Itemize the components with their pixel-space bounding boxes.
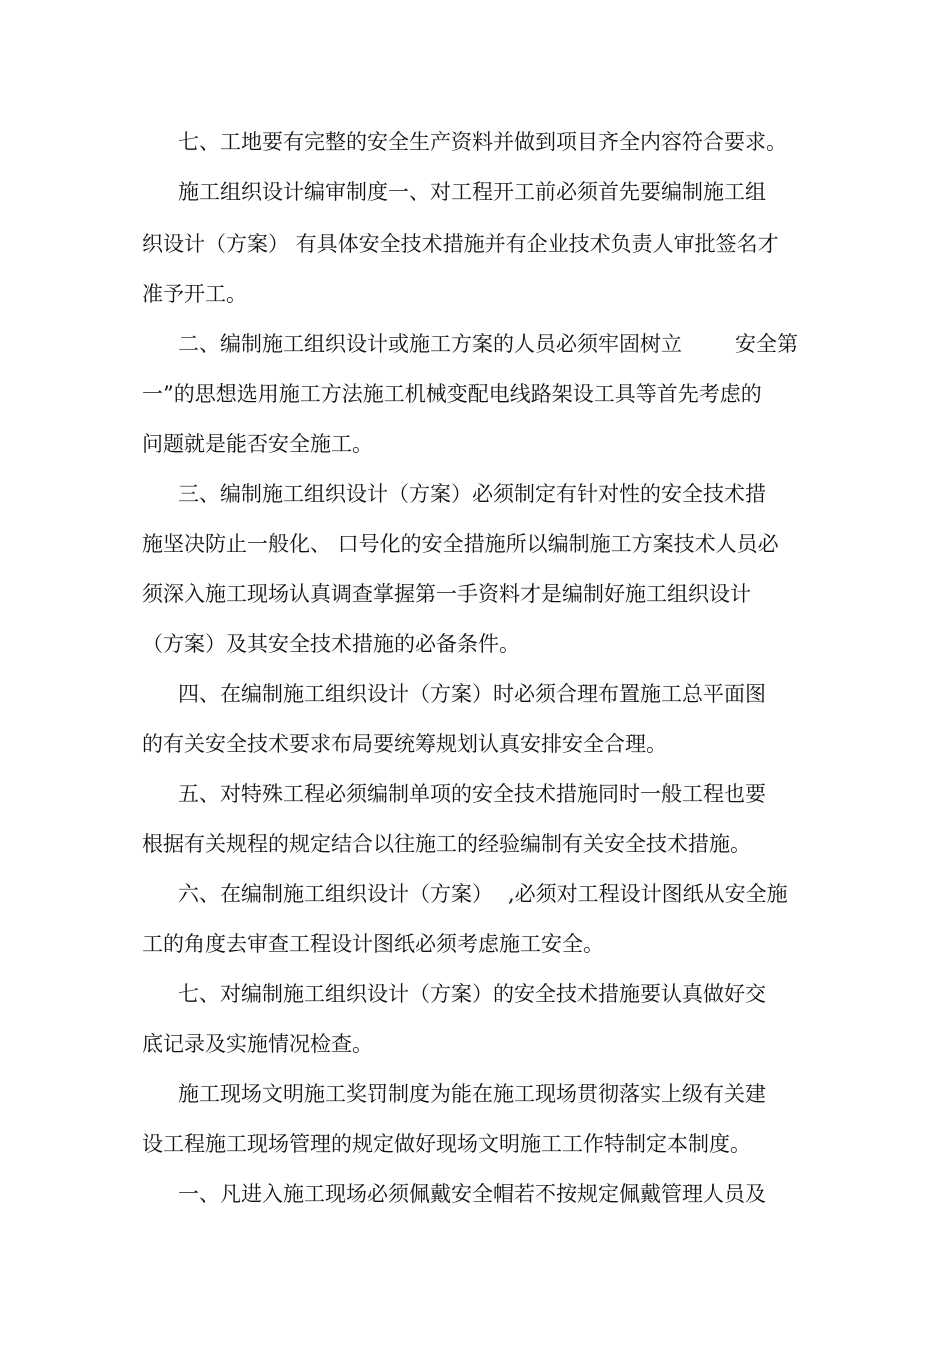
text-line: 织设计（方案） 有具体安全技术措施并有企业技术负责人审批签名才	[142, 232, 779, 256]
text-line: 工的角度去审查工程设计图纸必须考虑施工安全。	[142, 932, 604, 956]
text-line: 四、在编制施工组织设计（方案）时必须合理布置施工总平面图	[178, 682, 766, 706]
text-line: 二、编制施工组织设计或施工方案的人员必须牢固树立	[178, 332, 682, 356]
text-line: 设工程施工现场管理的规定做好现场文明施工工作特制定本制度。	[142, 1132, 751, 1156]
text-line: 一”的思想选用施工方法施工机械变配电线路架设工具等首先考虑的	[142, 382, 762, 406]
text-line: 一、凡进入施工现场必须佩戴安全帽若不按规定佩戴管理人员及	[178, 1182, 766, 1206]
text-line: 问题就是能否安全施工。	[142, 432, 373, 456]
text-line: 须深入施工现场认真调查掌握第一手资料才是编制好施工组织设计	[142, 582, 751, 606]
text-line: 五、对特殊工程必须编制单项的安全技术措施同时一般工程也要	[178, 782, 766, 806]
text-line: 施工现场文明施工奖罚制度为能在施工现场贯彻落实上级有关建	[178, 1082, 766, 1106]
text-line: 施工组织设计编审制度一、对工程开工前必须首先要编制施工组	[178, 180, 766, 204]
text-line: ,必须对工程设计图纸从安全施	[508, 882, 788, 906]
text-line: 七、对编制施工组织设计（方案）的安全技术措施要认真做好交	[178, 982, 766, 1006]
text-line: 安全第	[735, 332, 798, 356]
text-line: 根据有关规程的规定结合以往施工的经验编制有关安全技术措施。	[142, 832, 751, 856]
text-line: 七、工地要有完整的安全生产资料并做到项目齐全内容符合要求。	[178, 130, 787, 154]
text-line: 施坚决防止一般化、 口号化的安全措施所以编制施工方案技术人员必	[142, 532, 779, 556]
text-line: 六、在编制施工组织设计（方案）	[178, 882, 493, 906]
text-line: 底记录及实施情况检查。	[142, 1032, 373, 1056]
text-line: 准予开工。	[142, 282, 247, 306]
text-line: 三、编制施工组织设计（方案）必须制定有针对性的安全技术措	[178, 482, 766, 506]
text-line: （方案）及其安全技术措施的必备条件。	[142, 632, 520, 656]
text-line: 的有关安全技术要求布局要统筹规划认真安排安全合理。	[142, 732, 667, 756]
